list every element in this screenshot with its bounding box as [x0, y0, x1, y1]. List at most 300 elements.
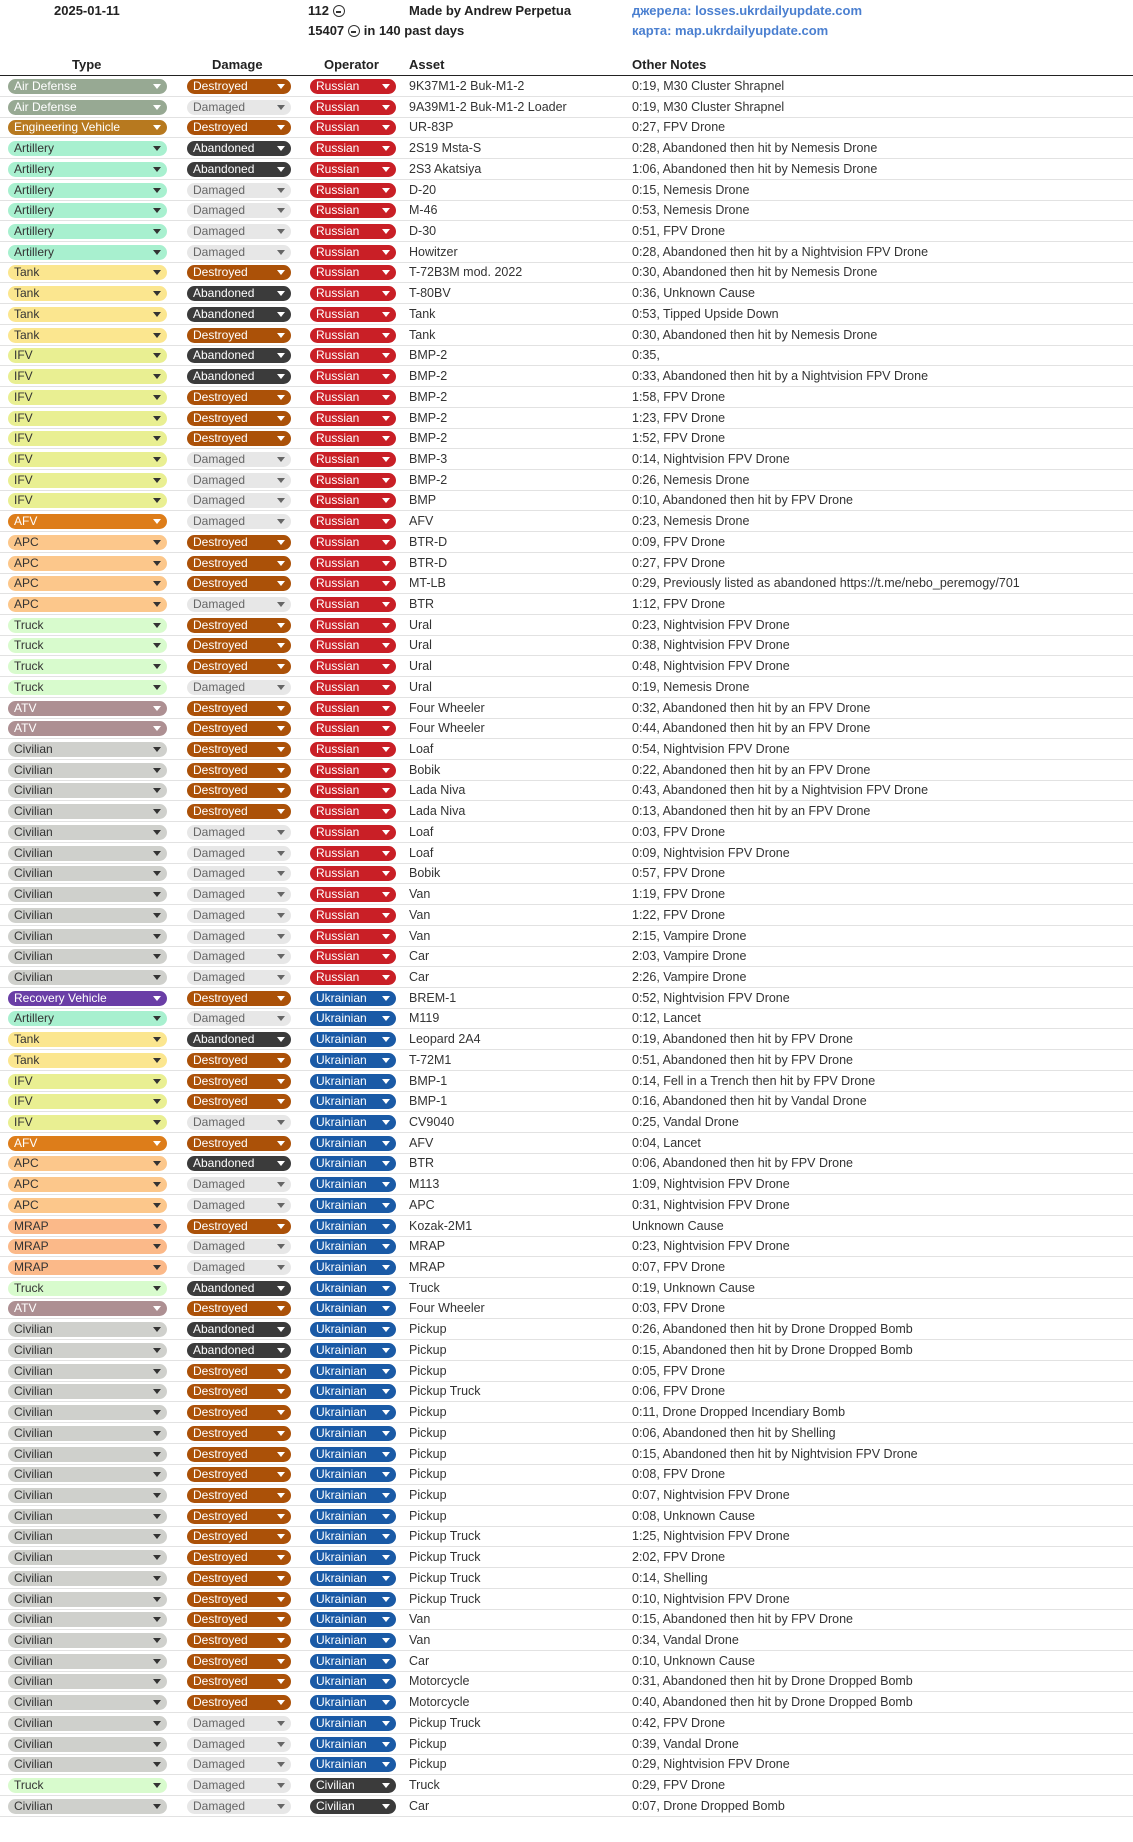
- notes-cell[interactable]: 0:08, FPV Drone: [632, 1467, 726, 1482]
- type-dropdown[interactable]: [8, 804, 167, 819]
- operator-dropdown[interactable]: [310, 908, 396, 923]
- type-dropdown[interactable]: [8, 120, 167, 135]
- damage-dropdown[interactable]: [187, 763, 291, 778]
- damage-dropdown[interactable]: [187, 1156, 291, 1171]
- damage-dropdown[interactable]: [187, 825, 291, 840]
- operator-dropdown[interactable]: [310, 1716, 396, 1731]
- type-dropdown[interactable]: [8, 618, 167, 633]
- operator-dropdown[interactable]: [310, 328, 396, 343]
- operator-dropdown[interactable]: [310, 597, 396, 612]
- notes-cell[interactable]: 0:29, FPV Drone: [632, 1778, 726, 1793]
- notes-cell[interactable]: 0:14, Nightvision FPV Drone: [632, 451, 790, 466]
- operator-dropdown[interactable]: [310, 556, 396, 571]
- notes-cell[interactable]: 0:07, Drone Dropped Bomb: [632, 1798, 785, 1813]
- asset-cell[interactable]: BMP-2: [409, 389, 448, 404]
- asset-cell[interactable]: BMP-2: [409, 472, 448, 487]
- notes-cell[interactable]: 0:09, Nightvision FPV Drone: [632, 845, 790, 860]
- asset-cell[interactable]: 9A39M1-2 Buk-M1-2 Loader: [409, 99, 567, 114]
- operator-dropdown[interactable]: [310, 224, 396, 239]
- asset-cell[interactable]: MRAP: [409, 1239, 446, 1254]
- damage-dropdown[interactable]: [187, 452, 291, 467]
- type-dropdown[interactable]: [8, 1467, 167, 1482]
- operator-dropdown[interactable]: [310, 680, 396, 695]
- notes-cell[interactable]: 0:28, Abandoned then hit by Nemesis Drone: [632, 141, 878, 156]
- notes-cell[interactable]: 0:54, Nightvision FPV Drone: [632, 742, 790, 757]
- asset-cell[interactable]: CV9040: [409, 1115, 455, 1129]
- asset-cell[interactable]: M113: [409, 1177, 440, 1192]
- type-dropdown[interactable]: [8, 701, 167, 716]
- notes-cell[interactable]: 0:19, Abandoned then hit by FPV Drone: [632, 1032, 853, 1047]
- asset-cell[interactable]: BMP-1: [409, 1073, 448, 1088]
- asset-cell[interactable]: BTR-D: [409, 534, 448, 549]
- operator-dropdown[interactable]: [310, 1301, 396, 1316]
- type-dropdown[interactable]: [8, 473, 167, 488]
- notes-cell[interactable]: 0:30, Abandoned then hit by Nemesis Drone: [632, 327, 878, 342]
- damage-dropdown[interactable]: [187, 908, 291, 923]
- type-dropdown[interactable]: [8, 265, 167, 280]
- asset-cell[interactable]: 2S19 Msta-S: [409, 141, 482, 156]
- asset-cell[interactable]: T-72M1: [409, 1052, 452, 1067]
- notes-cell[interactable]: 1:25, Nightvision FPV Drone: [632, 1529, 790, 1544]
- damage-dropdown[interactable]: [187, 245, 291, 260]
- operator-dropdown[interactable]: [310, 1011, 396, 1026]
- notes-cell[interactable]: 0:15, Abandoned then hit by Nightvision FPV Drone: [632, 1446, 918, 1461]
- damage-dropdown[interactable]: [187, 1281, 291, 1296]
- asset-cell[interactable]: D-30: [409, 224, 437, 239]
- operator-dropdown[interactable]: [310, 390, 396, 405]
- type-dropdown[interactable]: [8, 1177, 167, 1192]
- asset-cell[interactable]: Ural: [409, 659, 432, 674]
- asset-cell[interactable]: Van: [409, 887, 431, 902]
- damage-dropdown[interactable]: [187, 1239, 291, 1254]
- type-dropdown[interactable]: [8, 1716, 167, 1731]
- type-dropdown[interactable]: [8, 1612, 167, 1627]
- asset-cell[interactable]: Pickup Truck: [409, 1529, 481, 1544]
- notes-cell[interactable]: 0:31, Abandoned then hit by Drone Dropped Bomb: [632, 1674, 913, 1689]
- asset-cell[interactable]: T-72B3M mod. 2022: [409, 265, 523, 280]
- asset-cell[interactable]: Van: [409, 1612, 431, 1627]
- asset-cell[interactable]: Car: [409, 949, 430, 964]
- type-dropdown[interactable]: [8, 1239, 167, 1254]
- asset-cell[interactable]: BMP-3: [409, 451, 448, 466]
- operator-dropdown[interactable]: [310, 286, 396, 301]
- type-dropdown[interactable]: [8, 1094, 167, 1109]
- asset-cell[interactable]: Pickup: [409, 1757, 447, 1772]
- notes-cell[interactable]: 0:51, FPV Drone: [632, 224, 726, 239]
- type-dropdown[interactable]: [8, 493, 167, 508]
- asset-cell[interactable]: Pickup: [409, 1446, 447, 1461]
- damage-dropdown[interactable]: [187, 183, 291, 198]
- asset-cell[interactable]: BMP-2: [409, 369, 448, 384]
- notes-cell[interactable]: 1:06, Abandoned then hit by Nemesis Drone: [632, 161, 878, 176]
- type-dropdown[interactable]: [8, 535, 167, 550]
- operator-dropdown[interactable]: [310, 1136, 396, 1151]
- notes-cell[interactable]: 0:10, Abandoned then hit by FPV Drone: [632, 493, 853, 508]
- damage-dropdown[interactable]: [187, 556, 291, 571]
- damage-dropdown[interactable]: [187, 1364, 291, 1379]
- damage-dropdown[interactable]: [187, 576, 291, 591]
- damage-dropdown[interactable]: [187, 307, 291, 322]
- operator-dropdown[interactable]: [310, 742, 396, 757]
- damage-dropdown[interactable]: [187, 1612, 291, 1627]
- damage-dropdown[interactable]: [187, 1737, 291, 1752]
- notes-cell[interactable]: 0:15, Nemesis Drone: [632, 182, 750, 197]
- asset-cell[interactable]: Van: [409, 928, 431, 943]
- operator-dropdown[interactable]: [310, 1778, 396, 1793]
- damage-dropdown[interactable]: [187, 1322, 291, 1337]
- damage-dropdown[interactable]: [187, 721, 291, 736]
- type-dropdown[interactable]: [8, 1799, 167, 1814]
- operator-dropdown[interactable]: [310, 265, 396, 280]
- notes-cell[interactable]: 0:44, Abandoned then hit by an FPV Drone: [632, 721, 871, 736]
- damage-dropdown[interactable]: [187, 1405, 291, 1420]
- type-dropdown[interactable]: [8, 1032, 167, 1047]
- type-dropdown[interactable]: [8, 638, 167, 653]
- type-dropdown[interactable]: [8, 1322, 167, 1337]
- type-dropdown[interactable]: [8, 390, 167, 405]
- damage-dropdown[interactable]: [187, 659, 291, 674]
- damage-dropdown[interactable]: [187, 1799, 291, 1814]
- damage-dropdown[interactable]: [187, 1260, 291, 1275]
- damage-dropdown[interactable]: [187, 1716, 291, 1731]
- notes-cell[interactable]: 0:10, Nightvision FPV Drone: [632, 1591, 790, 1606]
- damage-dropdown[interactable]: [187, 100, 291, 115]
- operator-dropdown[interactable]: [310, 1674, 396, 1689]
- damage-dropdown[interactable]: [187, 1447, 291, 1462]
- damage-dropdown[interactable]: [187, 949, 291, 964]
- type-dropdown[interactable]: [8, 348, 167, 363]
- asset-cell[interactable]: MRAP: [409, 1260, 446, 1275]
- asset-cell[interactable]: APC: [409, 1197, 435, 1212]
- notes-cell[interactable]: 1:52, FPV Drone: [632, 431, 726, 446]
- asset-cell[interactable]: AFV: [409, 514, 434, 529]
- damage-dropdown[interactable]: [187, 1053, 291, 1068]
- type-dropdown[interactable]: [8, 1426, 167, 1441]
- operator-dropdown[interactable]: [310, 929, 396, 944]
- asset-cell[interactable]: Lada Niva: [409, 804, 466, 819]
- notes-cell[interactable]: 0:14, Shelling: [632, 1570, 708, 1585]
- type-dropdown[interactable]: [8, 183, 167, 198]
- notes-cell[interactable]: 0:23, Nightvision FPV Drone: [632, 1239, 790, 1254]
- asset-cell[interactable]: 2S3 Akatsiya: [409, 161, 482, 176]
- type-dropdown[interactable]: [8, 203, 167, 218]
- damage-dropdown[interactable]: [187, 1177, 291, 1192]
- damage-dropdown[interactable]: [187, 1654, 291, 1669]
- asset-cell[interactable]: MT-LB: [409, 576, 446, 591]
- damage-dropdown[interactable]: [187, 1488, 291, 1503]
- operator-dropdown[interactable]: [310, 452, 396, 467]
- operator-dropdown[interactable]: [310, 1405, 396, 1420]
- damage-dropdown[interactable]: [187, 929, 291, 944]
- operator-dropdown[interactable]: [310, 1695, 396, 1710]
- notes-cell[interactable]: 0:53, Nemesis Drone: [632, 203, 750, 218]
- damage-dropdown[interactable]: [187, 1301, 291, 1316]
- type-dropdown[interactable]: [8, 908, 167, 923]
- asset-cell[interactable]: BMP: [409, 493, 437, 508]
- operator-dropdown[interactable]: [310, 866, 396, 881]
- notes-cell[interactable]: 1:58, FPV Drone: [632, 389, 726, 404]
- damage-dropdown[interactable]: [187, 1633, 291, 1648]
- notes-cell[interactable]: 1:12, FPV Drone: [632, 597, 726, 611]
- notes-cell[interactable]: 0:06, FPV Drone: [632, 1384, 726, 1399]
- asset-cell[interactable]: BTR: [409, 1156, 434, 1171]
- asset-cell[interactable]: Pickup: [409, 1363, 447, 1378]
- type-dropdown[interactable]: [8, 742, 167, 757]
- damage-dropdown[interactable]: [187, 1550, 291, 1565]
- notes-cell[interactable]: 0:53, Tipped Upside Down: [632, 306, 779, 321]
- damage-dropdown[interactable]: [187, 680, 291, 695]
- type-dropdown[interactable]: [8, 659, 167, 674]
- notes-cell[interactable]: 0:15, Abandoned then hit by Drone Dropped Bomb: [632, 1342, 913, 1357]
- operator-dropdown[interactable]: [310, 411, 396, 426]
- asset-cell[interactable]: Ural: [409, 638, 432, 653]
- asset-cell[interactable]: Four Wheeler: [409, 700, 485, 715]
- asset-cell[interactable]: Tank: [409, 306, 436, 321]
- asset-cell[interactable]: Car: [409, 1798, 430, 1813]
- operator-dropdown[interactable]: [310, 245, 396, 260]
- damage-dropdown[interactable]: [187, 431, 291, 446]
- damage-dropdown[interactable]: [187, 473, 291, 488]
- damage-dropdown[interactable]: [187, 1571, 291, 1586]
- damage-dropdown[interactable]: [187, 1384, 291, 1399]
- notes-cell[interactable]: 0:03, FPV Drone: [632, 824, 726, 839]
- damage-dropdown[interactable]: [187, 970, 291, 985]
- asset-cell[interactable]: Pickup: [409, 1405, 447, 1420]
- type-dropdown[interactable]: [8, 1198, 167, 1213]
- damage-dropdown[interactable]: [187, 369, 291, 384]
- asset-cell[interactable]: Loaf: [409, 824, 434, 839]
- type-dropdown[interactable]: [8, 1156, 167, 1171]
- notes-cell[interactable]: 0:33, Abandoned then hit by a Nightvision FPV Drone: [632, 369, 929, 384]
- type-dropdown[interactable]: [8, 224, 167, 239]
- notes-cell[interactable]: 0:36, Unknown Cause: [632, 286, 755, 301]
- damage-dropdown[interactable]: [187, 701, 291, 716]
- type-dropdown[interactable]: [8, 1488, 167, 1503]
- notes-cell[interactable]: 0:15, Abandoned then hit by FPV Drone: [632, 1612, 853, 1627]
- notes-cell[interactable]: 0:26, Nemesis Drone: [632, 472, 750, 487]
- damage-dropdown[interactable]: [187, 514, 291, 529]
- notes-cell[interactable]: 0:52, Nightvision FPV Drone: [632, 990, 790, 1005]
- damage-dropdown[interactable]: [187, 1695, 291, 1710]
- operator-dropdown[interactable]: [310, 120, 396, 135]
- operator-dropdown[interactable]: [310, 1198, 396, 1213]
- operator-dropdown[interactable]: [310, 1612, 396, 1627]
- notes-cell[interactable]: 0:19, Nemesis Drone: [632, 679, 750, 694]
- notes-cell[interactable]: 0:23, Nemesis Drone: [632, 514, 750, 529]
- operator-dropdown[interactable]: [310, 1074, 396, 1089]
- asset-cell[interactable]: Pickup Truck: [409, 1570, 481, 1585]
- damage-dropdown[interactable]: [187, 1467, 291, 1482]
- operator-dropdown[interactable]: [310, 763, 396, 778]
- asset-cell[interactable]: Loaf: [409, 742, 434, 757]
- operator-dropdown[interactable]: [310, 1115, 396, 1130]
- asset-cell[interactable]: Truck: [409, 1778, 440, 1793]
- damage-dropdown[interactable]: [187, 535, 291, 550]
- damage-dropdown[interactable]: [187, 991, 291, 1006]
- type-dropdown[interactable]: [8, 825, 167, 840]
- asset-cell[interactable]: Pickup Truck: [409, 1715, 481, 1730]
- asset-cell[interactable]: Pickup Truck: [409, 1384, 481, 1399]
- map-link[interactable]: карта: map.ukrdailyupdate.com: [632, 23, 829, 38]
- notes-cell[interactable]: 0:26, Abandoned then hit by Drone Dropped Bomb: [632, 1322, 913, 1337]
- type-dropdown[interactable]: [8, 1695, 167, 1710]
- operator-dropdown[interactable]: [310, 825, 396, 840]
- operator-dropdown[interactable]: [310, 1260, 396, 1275]
- notes-cell[interactable]: 0:19, M30 Cluster Shrapnel: [632, 79, 785, 93]
- operator-dropdown[interactable]: [310, 431, 396, 446]
- operator-dropdown[interactable]: [310, 1177, 396, 1192]
- operator-dropdown[interactable]: [310, 473, 396, 488]
- damage-dropdown[interactable]: [187, 1011, 291, 1026]
- operator-dropdown[interactable]: [310, 1094, 396, 1109]
- type-dropdown[interactable]: [8, 1778, 167, 1793]
- notes-cell[interactable]: 0:48, Nightvision FPV Drone: [632, 659, 790, 674]
- type-dropdown[interactable]: [8, 576, 167, 591]
- type-dropdown[interactable]: [8, 1343, 167, 1358]
- operator-dropdown[interactable]: [310, 1219, 396, 1234]
- notes-cell[interactable]: 0:29, Nightvision FPV Drone: [632, 1757, 790, 1772]
- operator-dropdown[interactable]: [310, 846, 396, 861]
- operator-dropdown[interactable]: [310, 1322, 396, 1337]
- operator-dropdown[interactable]: [310, 804, 396, 819]
- notes-cell[interactable]: 1:23, FPV Drone: [632, 410, 726, 425]
- operator-dropdown[interactable]: [310, 1384, 396, 1399]
- operator-dropdown[interactable]: [310, 79, 396, 94]
- asset-cell[interactable]: BMP-1: [409, 1094, 448, 1109]
- type-dropdown[interactable]: [8, 929, 167, 944]
- type-dropdown[interactable]: [8, 100, 167, 115]
- type-dropdown[interactable]: [8, 783, 167, 798]
- type-dropdown[interactable]: [8, 1633, 167, 1648]
- operator-dropdown[interactable]: [310, 1799, 396, 1814]
- notes-cell[interactable]: Unknown Cause: [632, 1218, 724, 1233]
- notes-cell[interactable]: 1:09, Nightvision FPV Drone: [632, 1177, 790, 1192]
- notes-cell[interactable]: 1:22, FPV Drone: [632, 907, 726, 922]
- operator-dropdown[interactable]: [310, 162, 396, 177]
- operator-dropdown[interactable]: [310, 1550, 396, 1565]
- asset-cell[interactable]: 9K37M1-2 Buk-M1-2: [409, 79, 525, 93]
- asset-cell[interactable]: Pickup Truck: [409, 1550, 481, 1565]
- asset-cell[interactable]: Leopard 2A4: [409, 1032, 481, 1047]
- notes-cell[interactable]: 2:15, Vampire Drone: [632, 928, 747, 943]
- operator-dropdown[interactable]: [310, 1633, 396, 1648]
- notes-cell[interactable]: 0:34, Vandal Drone: [632, 1633, 739, 1647]
- damage-dropdown[interactable]: [187, 1198, 291, 1213]
- damage-dropdown[interactable]: [187, 1778, 291, 1793]
- type-dropdown[interactable]: [8, 1757, 167, 1772]
- type-dropdown[interactable]: [8, 1053, 167, 1068]
- type-dropdown[interactable]: [8, 1301, 167, 1316]
- damage-dropdown[interactable]: [187, 618, 291, 633]
- type-dropdown[interactable]: [8, 245, 167, 260]
- asset-cell[interactable]: Loaf: [409, 845, 434, 860]
- type-dropdown[interactable]: [8, 1115, 167, 1130]
- asset-cell[interactable]: Ural: [409, 617, 432, 632]
- type-dropdown[interactable]: [8, 556, 167, 571]
- operator-dropdown[interactable]: [310, 1757, 396, 1772]
- type-dropdown[interactable]: [8, 1281, 167, 1296]
- damage-dropdown[interactable]: [187, 1426, 291, 1441]
- damage-dropdown[interactable]: [187, 1343, 291, 1358]
- damage-dropdown[interactable]: [187, 1529, 291, 1544]
- asset-cell[interactable]: Four Wheeler: [409, 1301, 485, 1316]
- notes-cell[interactable]: 1:19, FPV Drone: [632, 887, 726, 902]
- operator-dropdown[interactable]: [310, 949, 396, 964]
- notes-cell[interactable]: 0:09, FPV Drone: [632, 534, 726, 549]
- damage-dropdown[interactable]: [187, 286, 291, 301]
- operator-dropdown[interactable]: [310, 1343, 396, 1358]
- notes-cell[interactable]: 0:08, Unknown Cause: [632, 1508, 755, 1523]
- operator-dropdown[interactable]: [310, 203, 396, 218]
- type-dropdown[interactable]: [8, 949, 167, 964]
- notes-cell[interactable]: 0:35,: [632, 348, 660, 363]
- type-dropdown[interactable]: [8, 991, 167, 1006]
- operator-dropdown[interactable]: [310, 721, 396, 736]
- asset-cell[interactable]: BMP-2: [409, 348, 448, 363]
- operator-dropdown[interactable]: [310, 348, 396, 363]
- notes-cell[interactable]: 0:23, Nightvision FPV Drone: [632, 617, 790, 632]
- asset-cell[interactable]: Motorcycle: [409, 1695, 470, 1710]
- asset-cell[interactable]: Motorcycle: [409, 1674, 470, 1689]
- damage-dropdown[interactable]: [187, 1757, 291, 1772]
- asset-cell[interactable]: Kozak-2M1: [409, 1218, 473, 1233]
- asset-cell[interactable]: Tank: [409, 327, 436, 342]
- type-dropdown[interactable]: [8, 1260, 167, 1275]
- asset-cell[interactable]: Four Wheeler: [409, 721, 485, 736]
- type-dropdown[interactable]: [8, 1074, 167, 1089]
- operator-dropdown[interactable]: [310, 1529, 396, 1544]
- type-dropdown[interactable]: [8, 1136, 167, 1151]
- asset-cell[interactable]: BMP-2: [409, 431, 448, 446]
- operator-dropdown[interactable]: [310, 1053, 396, 1068]
- operator-dropdown[interactable]: [310, 1426, 396, 1441]
- notes-cell[interactable]: 2:26, Vampire Drone: [632, 969, 747, 984]
- operator-dropdown[interactable]: [310, 887, 396, 902]
- operator-dropdown[interactable]: [310, 1032, 396, 1047]
- type-dropdown[interactable]: [8, 328, 167, 343]
- type-dropdown[interactable]: [8, 1405, 167, 1420]
- operator-dropdown[interactable]: [310, 1654, 396, 1669]
- damage-dropdown[interactable]: [187, 141, 291, 156]
- type-dropdown[interactable]: [8, 452, 167, 467]
- notes-cell[interactable]: 0:19, Unknown Cause: [632, 1280, 755, 1295]
- operator-dropdown[interactable]: [310, 576, 396, 591]
- operator-dropdown[interactable]: [310, 1592, 396, 1607]
- type-dropdown[interactable]: [8, 1364, 167, 1379]
- damage-dropdown[interactable]: [187, 411, 291, 426]
- asset-cell[interactable]: Pickup: [409, 1322, 447, 1337]
- type-dropdown[interactable]: [8, 162, 167, 177]
- asset-cell[interactable]: Lada Niva: [409, 783, 466, 798]
- notes-cell[interactable]: 0:14, Fell in a Trench then hit by FPV Drone: [632, 1073, 876, 1088]
- notes-cell[interactable]: 0:22, Abandoned then hit by an FPV Drone: [632, 762, 871, 777]
- operator-dropdown[interactable]: [310, 1488, 396, 1503]
- damage-dropdown[interactable]: [187, 866, 291, 881]
- operator-dropdown[interactable]: [310, 369, 396, 384]
- asset-cell[interactable]: Pickup Truck: [409, 1591, 481, 1606]
- damage-dropdown[interactable]: [187, 846, 291, 861]
- asset-cell[interactable]: Car: [409, 1653, 430, 1668]
- damage-dropdown[interactable]: [187, 120, 291, 135]
- operator-dropdown[interactable]: [310, 1447, 396, 1462]
- notes-cell[interactable]: 0:27, FPV Drone: [632, 120, 726, 135]
- type-dropdown[interactable]: [8, 141, 167, 156]
- damage-dropdown[interactable]: [187, 638, 291, 653]
- asset-cell[interactable]: T-80BV: [409, 286, 451, 301]
- type-dropdown[interactable]: [8, 286, 167, 301]
- type-dropdown[interactable]: [8, 1509, 167, 1524]
- asset-cell[interactable]: Howitzer: [409, 244, 458, 259]
